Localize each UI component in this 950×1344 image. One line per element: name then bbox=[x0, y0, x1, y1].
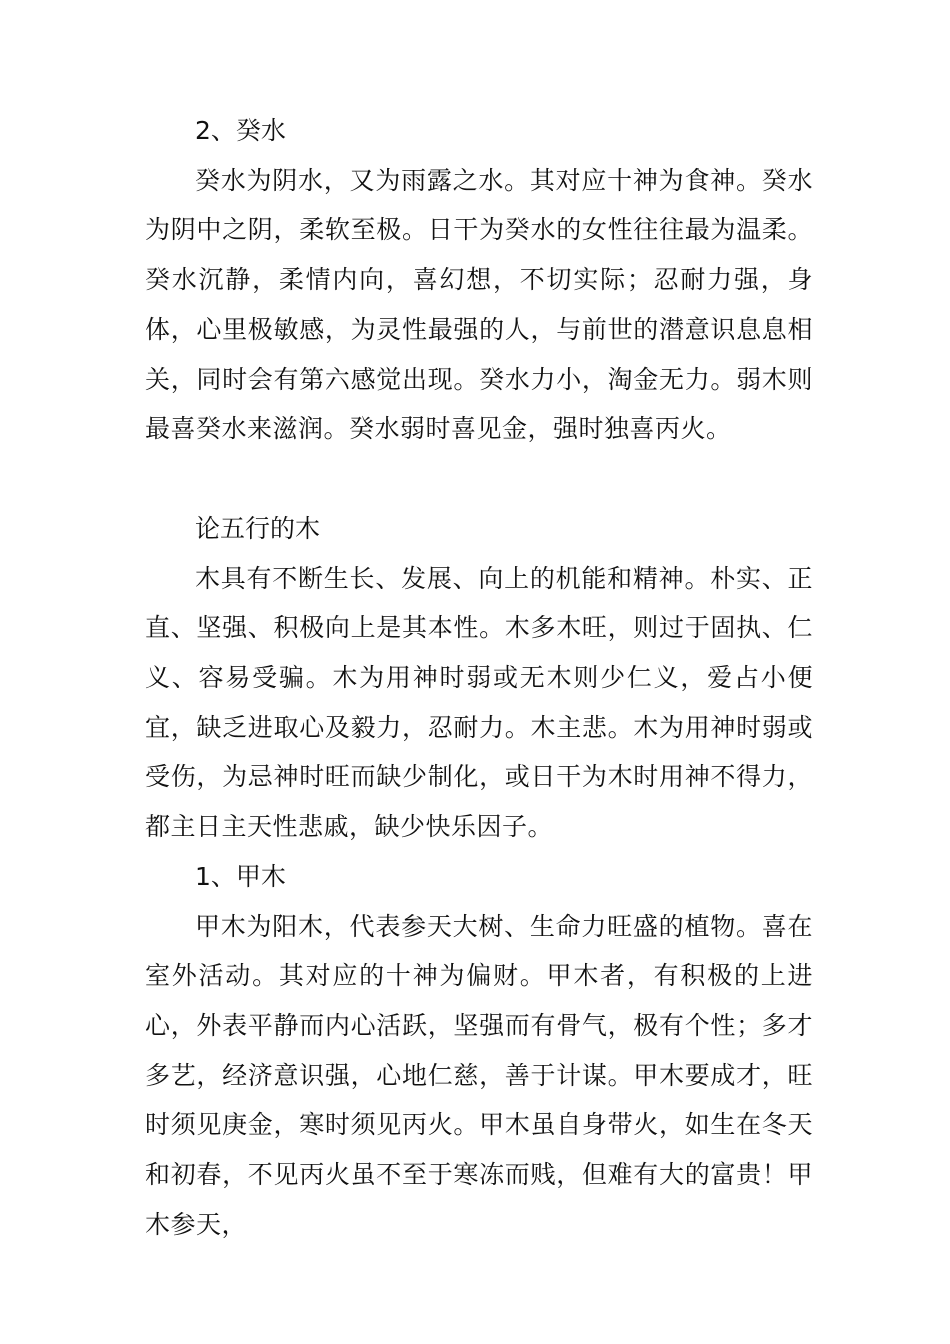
section-heading-guishui: 2、癸水 bbox=[195, 116, 286, 145]
document-body bbox=[145, 106, 813, 1249]
section-paragraph-guishui: 癸水为阴水，又为雨露之水。其对应十神为食神。癸水为阴中之阴，柔软至极。日干为癸水的女性往往最为温柔。癸水沉静，柔情内向，喜幻想，不切实际；忍耐力强，身体，心里极敏感，为灵性最强的人，与前世的潜意识息息相关，同时会有第六感觉出现。癸水力小，淘金无力。弱木则最喜癸水来滋润。癸水弱时喜见金，强时独喜丙火。 bbox=[145, 165, 813, 444]
section-heading-wood: 论五行的木 bbox=[195, 513, 321, 543]
section-paragraph-jiamu: 甲木为阳木，代表参天大树、生命力旺盛的植物。喜在室外活动。其对应的十神为偏财。甲木者，有积极的上进心，外表平静而内心活跃，坚强而有骨气，极有个性；多才多艺，经济意识强，心地仁慈，善于计谋。甲木要成才，旺时须见庚金，寒时须见丙火。甲木虽自身带火，如生在冬天和初春，不见丙火虽不至于寒冻而贱，但难有大的富贵！甲木参天， bbox=[145, 911, 813, 1239]
section-paragraph-wood: 木具有不断生长、发展、向上的机能和精神。朴实、正直、坚强、积极向上是其本性。木多木旺，则过于固执、仁义、容易受骗。木为用神时弱或无木则少仁义，爱占小便宜，缺乏进取心及毅力，忍耐力。木主悲。木为用神时弱或受伤，为忌神时旺而缺少制化，或日干为木时用神不得力，都主日主天性悲戚，缺少快乐因子。 bbox=[145, 563, 813, 842]
section-heading-jiamu: 1、甲木 bbox=[195, 861, 286, 891]
blank-line bbox=[145, 454, 813, 504]
